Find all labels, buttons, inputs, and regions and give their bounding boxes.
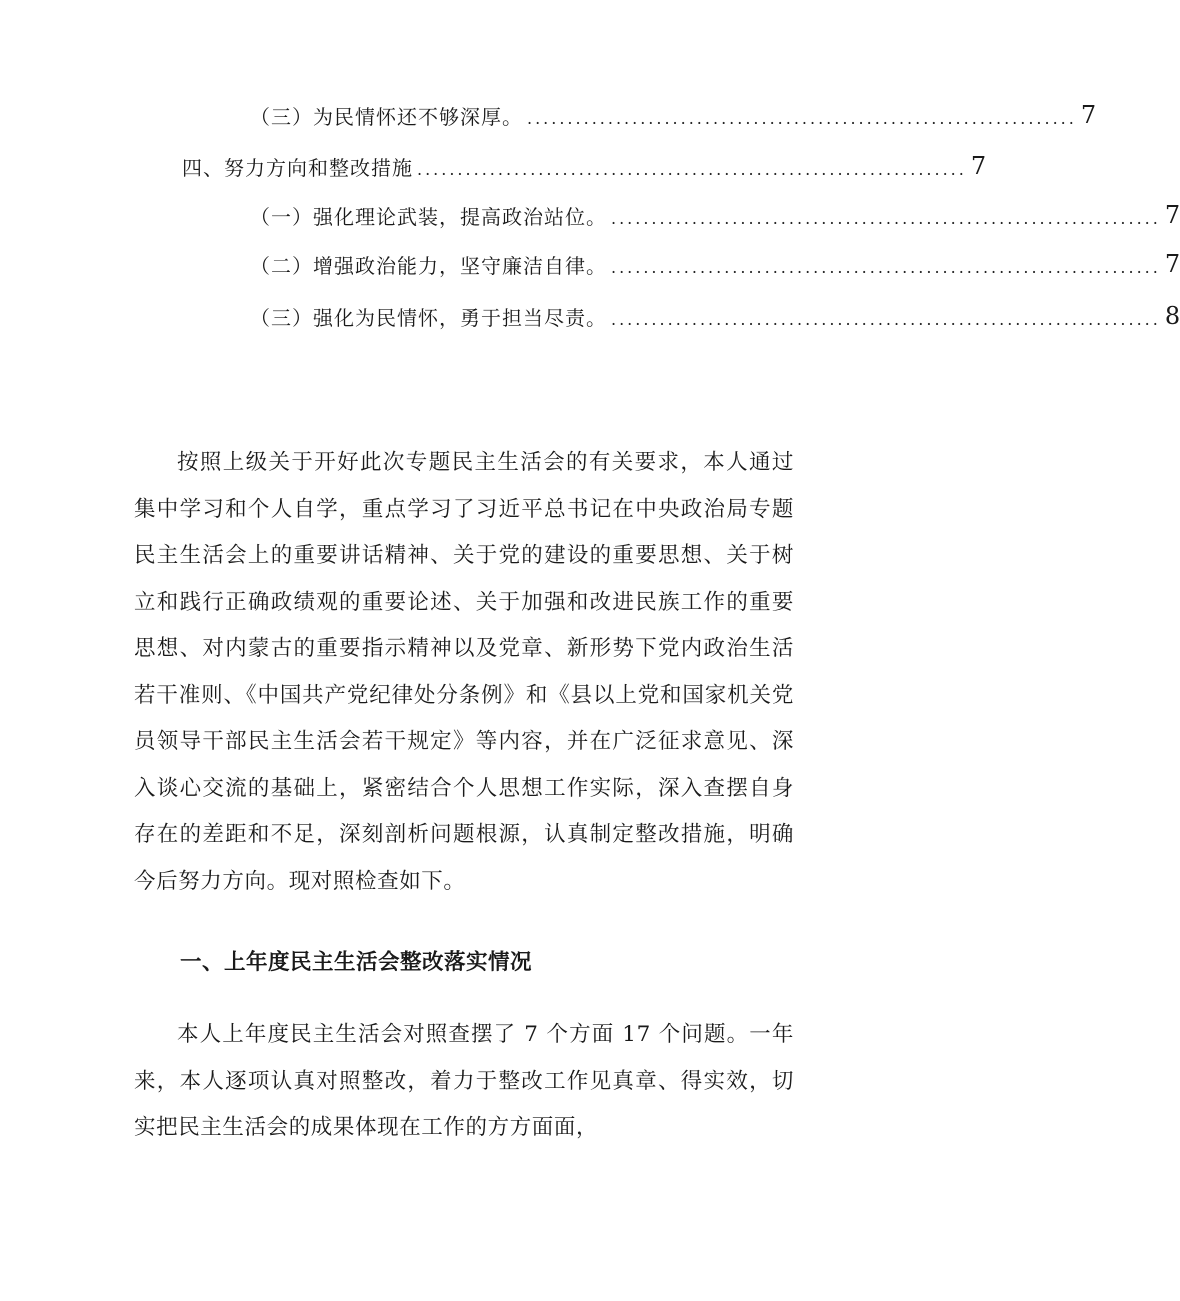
dot-leader: ....................................................................: [611, 309, 1161, 329]
section-paragraph: 本人上年度民主生活会对照查摆了 7 个方面 17 个问题。一年来，本人逐项认真对照整改，着力于整改工作见真章、得实效，切实把民主生活会的成果体现在工作的方方面面，: [134, 1022, 794, 1140]
dot-leader: ....................................................................: [527, 108, 1077, 128]
intro-paragraph: 按照上级关于开好此次专题民主生活会的有关要求，本人通过集中学习和个人自学，重点学习了习近平总书记在中央政治局专题民主生活会上的重要讲话精神、关于党的建设的重要思想、关于树立和践行正确政绩观的重要论述、关于加强和改进民族工作的重要思想、对内蒙古的重要指示精神以及党章、新形势下党内政治生活若干准则、《中国共产党纪律处分条例》和《县以上党和国家机关党员领导干部民主生活会若干规定》等内容，并在广泛征求意见、深入谈心交流的基础上，紧密结合个人思想工作实际，深入查摆自身存在的差距和不足，深刻剖析问题根源，认真制定整改措施，明确今后努力方向。现对照检查如下。: [134, 450, 794, 894]
toc-entry: [250, 246, 1180, 282]
toc-entry-page: 8: [1164, 302, 1180, 330]
toc-entry-page: 7: [1080, 101, 1097, 129]
dot-leader: ....................................................................: [611, 257, 1161, 277]
toc-entry-title: （一）强化理论武装，提高政治站位。: [250, 204, 607, 229]
toc-entry-page: 7: [1164, 201, 1180, 229]
toc-entry-title: （三）强化为民情怀，勇于担当尽责。: [250, 305, 607, 330]
toc-entry: [250, 298, 1180, 334]
toc-entry-title: （二）增强政治能力，坚守廉洁自律。: [250, 253, 607, 278]
dot-leader: ....................................................................: [417, 159, 967, 179]
section-heading: 一、上年度民主生活会整改落实情况: [180, 950, 533, 975]
toc-entry: [250, 197, 1180, 233]
toc-entry-page: 7: [1164, 250, 1180, 278]
dot-leader: ....................................................................: [611, 208, 1161, 228]
toc-entry: [182, 148, 987, 184]
toc-entry-page: 7: [970, 152, 987, 180]
toc-entry: [250, 97, 1097, 133]
toc-entry-title: 四、努力方向和整改措施: [182, 155, 413, 180]
toc-entry-title: （三）为民情怀还不够深厚。: [250, 104, 523, 129]
